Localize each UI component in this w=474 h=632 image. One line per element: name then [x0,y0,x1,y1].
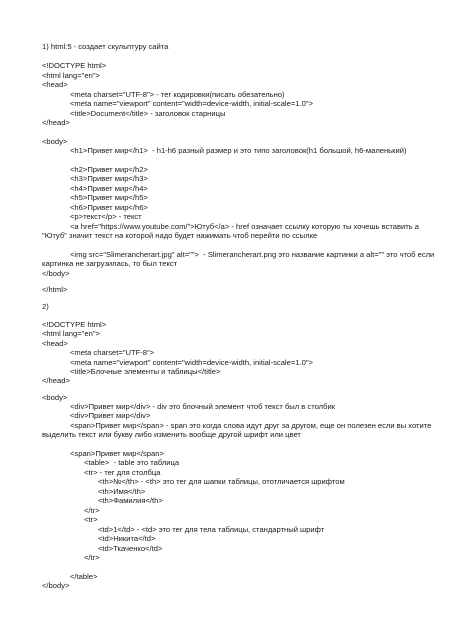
code-line: </tr> [84,506,100,515]
code-line: <p>текст</p> - текст [70,212,142,221]
code-line: <body> [42,393,68,402]
code-line: <!DOCTYPE html> [42,320,107,329]
code-line: <head> [42,80,68,89]
code-line: <!DOCTYPE html> [42,61,107,70]
code-line: <h1>Привет мир</h1> - h1-h6 разный размер и это типо заголовок(h1 большой, h6-маленький) [70,146,407,155]
code-line: <h4>Привет мир</h4> [70,184,148,193]
code-line: <title>Document</title> - заголовок старницы [70,109,226,118]
code-line: </tr> [84,553,100,562]
code-line: <meta charset="UTF-8"> [70,348,155,357]
code-line: <h2>Привет мир</h2> [70,165,148,174]
code-line: </html> [42,285,68,294]
code-line: <tr> [84,515,98,524]
code-line: <html lang="en"> [42,71,100,80]
code-line: <tr> - тег для столбца [84,468,161,477]
code-line: </head> [42,118,70,127]
code-line: <td>1</td> - <td> это тег для тела таблицы, стандартный шрифт [98,525,325,534]
code-line: <meta charset="UTF-8"> - тег кодировки(писать обезательно) [70,90,285,99]
section-2-heading: 2) [42,302,49,311]
code-line: <html lang="en"> [42,329,100,338]
code-line: <body> [42,137,68,146]
section-1-heading: 1) html:5 - создает скульптуру сайта [42,42,169,51]
code-line: <h3>Привет мир</h3> [70,174,148,183]
code-line: <td>Никита</td> [98,534,156,543]
code-line: </body> [42,581,70,590]
code-line: <th>№</th> - <th> это тег для шапки таблицы, ототличается шрифтом [98,477,345,486]
code-line: </body> [42,269,70,278]
code-line: <h6>Привет мир</h6> [70,203,148,212]
code-line: <td>Ткаченко</td> [98,544,163,553]
code-line: <title>Блочные элементы и таблицы</title> [70,367,221,376]
code-line: <div>Привет мир</div> [70,411,151,420]
code-line: <th>Фамилия</th> [98,496,163,505]
code-line: <span>Привет мир</span> [70,449,164,458]
code-line: <h5>Привет мир</h5> [70,193,148,202]
code-line: <a href="https://www.youtube.com/">Ютуб</a> - href означает ссылку которую ты хочешь вставить а "Ютуб" значит текст на которой надо будет нажимать чтоб перейти по ссылке [42,222,422,241]
code-line: <table> - table это таблица [84,458,180,467]
code-line: </head> [42,376,70,385]
code-line: <div>Привет мир</div> - div это блочный элемент чтоб текст был в столбик [70,402,336,411]
code-line: <th>Имя</th> [98,487,146,496]
code-line: <meta name="viewport" content="width=device-width, initial-scale=1.0"> [70,358,313,367]
code-line: </table> [70,572,98,581]
code-line: <img src="Slimerancherart.jpg" alt=""> - Slimerancherart.png это название картинки а alt="" это чтоб если картинка не загрузилась, то был текст [42,250,437,269]
code-line: <head> [42,339,68,348]
code-line: <span>Привет мир</span> - span это когда слова идут друг за другом, еще он полезен если вы хотите выделить текст или букву либо изменить вообще другой шрифт или цвет [42,421,434,440]
code-line: <meta name="viewport" content="width=device-width, initial-scale=1.0"> [70,99,313,108]
